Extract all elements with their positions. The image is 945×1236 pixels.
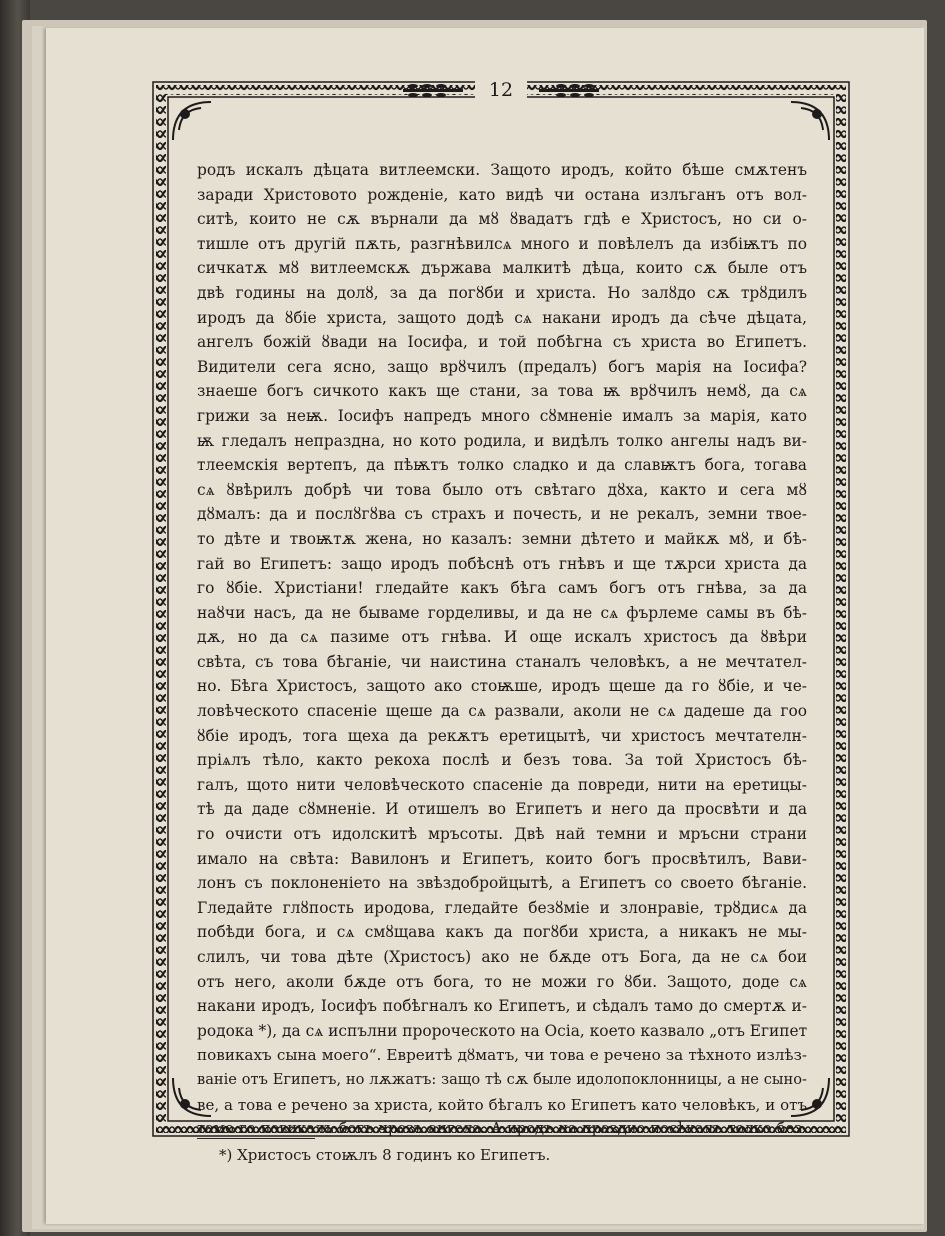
text-line: отъ него, аколи бѫде отъ бога, то не можи го ȣби. Защото, доде сѧ	[197, 972, 807, 991]
text-line: галъ, щото нити человѣческото спасеніе да повреди, нити на еретицы-	[197, 775, 807, 794]
text-line: заради Христовото рожденіе, като видѣ чи остана излъганъ отъ вол-	[197, 185, 807, 204]
text-line: Гледайте глȣпость иродова, гледайте безȣміе и злонравіе, трȣдисѧ да	[197, 898, 807, 917]
text-line: дѫ, но да сѧ пазиме отъ гнѣва. И още искалъ христосъ да ȣвѣри	[197, 628, 807, 647]
text-line: наȣчи насъ, да не бываме горделивы, и да не сѧ фърлеме самы въ бѣ-	[197, 603, 807, 622]
text-line: дȣмалъ: да и послȣгȣва съ страхъ и почесть, и не рекалъ, земни твое-	[197, 505, 807, 524]
text-line: сѧ ȣвѣрилъ добрѣ чи това было отъ свѣтаго дȣха, както и сега мȣ	[197, 480, 807, 499]
text-line: грижи за неѭ. Іосифъ напредъ много сȣмненіе ималъ за марія, като	[197, 406, 807, 425]
text-line: сичкатѫ мȣ витлеемскѫ държава малкитѣ дѣца, които сѫ быле отъ	[197, 259, 807, 278]
text-line: родока *), да сѧ испълни пророческото на Осіа, което казвало „отъ Египет	[197, 1021, 807, 1040]
text-line: слилъ, чи това дѣте (Христосъ) ако не бѫде отъ Бога, да не сѧ бои	[197, 948, 807, 966]
text-line: двѣ годины на долȣ, за да погȣби и христа. Но залȣдо сѫ трȣдилъ	[197, 283, 807, 302]
text-line: гай во Египетъ: защо иродъ побѣснѣ отъ гнѣвъ и ще тѫрси христа да	[197, 554, 807, 573]
ornamental-frame	[151, 79, 851, 1164]
book-page	[46, 28, 924, 1224]
text-line: знаеше богъ сичкото какъ ще стани, за това ѭ врȣчилъ немȣ, да сѧ	[197, 382, 807, 401]
text-line: пріѧлъ тѣло, както рекоха послѣ и безъ това. За той Христосъ бѣ-	[197, 751, 807, 770]
text-line: имало на свѣта: Вавилонъ и Египетъ, които богъ просвѣтилъ, Вави-	[197, 849, 807, 868]
text-line: иродъ да ȣбіе христа, защото додѣ сѧ накани иродъ да сѣче дѣцата,	[197, 308, 807, 327]
text-line: Видители сега ясно, защо врȣчилъ (предалъ) богъ марія на Іосифа?	[197, 357, 807, 376]
text-line: ваніе отъ Египетъ, но лѫжатъ: защо тѣ сѫ быле идолопоклонницы, а не сыно-	[197, 1070, 807, 1088]
text-line: го ȣбіе. Христіани! гледайте какъ бѣга самъ богъ отъ гнѣва, за да	[197, 579, 807, 598]
text-line: то дѣте и твоѭтѫ жена, но казалъ: земни дѣтето и майкѫ мȣ, и бѣ-	[197, 529, 807, 548]
text-line: ѭ гледалъ непраздна, но кото родила, и видѣлъ толко ангелы надъ ви-	[197, 431, 807, 450]
footnote-rule	[197, 1138, 315, 1139]
text-line: родъ искалъ дѣцата витлеемски. Защото иродъ, който бѣше смѫтенъ	[197, 161, 807, 179]
text-line: побѣди бога, и сѧ смȣщава какъ да погȣби христа, а никакъ не мы-	[197, 923, 807, 942]
text-line: тѣ да даде сȣмненіе. И отишелъ во Египетъ и него да просвѣти и да	[197, 800, 807, 819]
text-line: ситѣ, които не сѫ върнали да мȣ ȣвадатъ гдѣ е Христосъ, но си о-	[197, 210, 807, 229]
text-line: свѣта, съ това бѣганіе, чи наистина станалъ человѣкъ, а не мечтател-	[197, 652, 807, 671]
text-line: ловѣческото спасеніе щеше да сѧ развали, аколи не сѧ дадеше да гоо	[197, 702, 807, 721]
body-text	[197, 158, 807, 1142]
text-line: накани иродъ, Іосифъ побѣгналъ ко Египетъ, и сѣдалъ тамо до смертѫ и-	[197, 997, 807, 1016]
text-line: тлеемскія вертепъ, да пѣѭтъ толко сладко и да славѭтъ бога, тогава	[197, 456, 807, 475]
text-line: тишле отъ другій пѫть, разгнѣвилсѧ много и повѣлелъ да избіѭтъ по	[197, 234, 807, 253]
text-line: ве, а това е речено за христа, който бѣгалъ ко Египетъ като человѣкъ, и отъ	[197, 1095, 807, 1114]
text-line: тамо го повикалъ богъ чрезъ ангела. А иродъ на праздно посѣкалъ толко без-	[197, 1120, 807, 1138]
text-line: ангелъ божій ȣвади на Іосифа, и той побѣгна съ христа во Египетъ.	[197, 333, 807, 352]
text-line: повикахъ сына моего“. Евреитѣ дȣматъ, чи това е речено за тѣхното излѣз-	[197, 1046, 807, 1065]
text-line: ȣбіе иродъ, тога щеха да рекѫтъ еретицытѣ, чи христосъ мечтателн-	[197, 726, 807, 745]
text-line: лонъ съ поклоненіето на звѣздобройцытѣ, а Египетъ со своето бѣганіе.	[197, 874, 807, 893]
page-number: 12	[475, 78, 527, 102]
text-line: го очисти отъ идолскитѣ мръсоты. Двѣ най темни и мръсни страни	[197, 825, 807, 844]
footnote: *) Христосъ стоѭлъ 8 годинъ ко Египетъ.	[219, 1146, 551, 1164]
text-line: но. Бѣга Христосъ, защото ако стоѭше, иродъ щеше да го ȣбіе, и че-	[197, 677, 807, 696]
